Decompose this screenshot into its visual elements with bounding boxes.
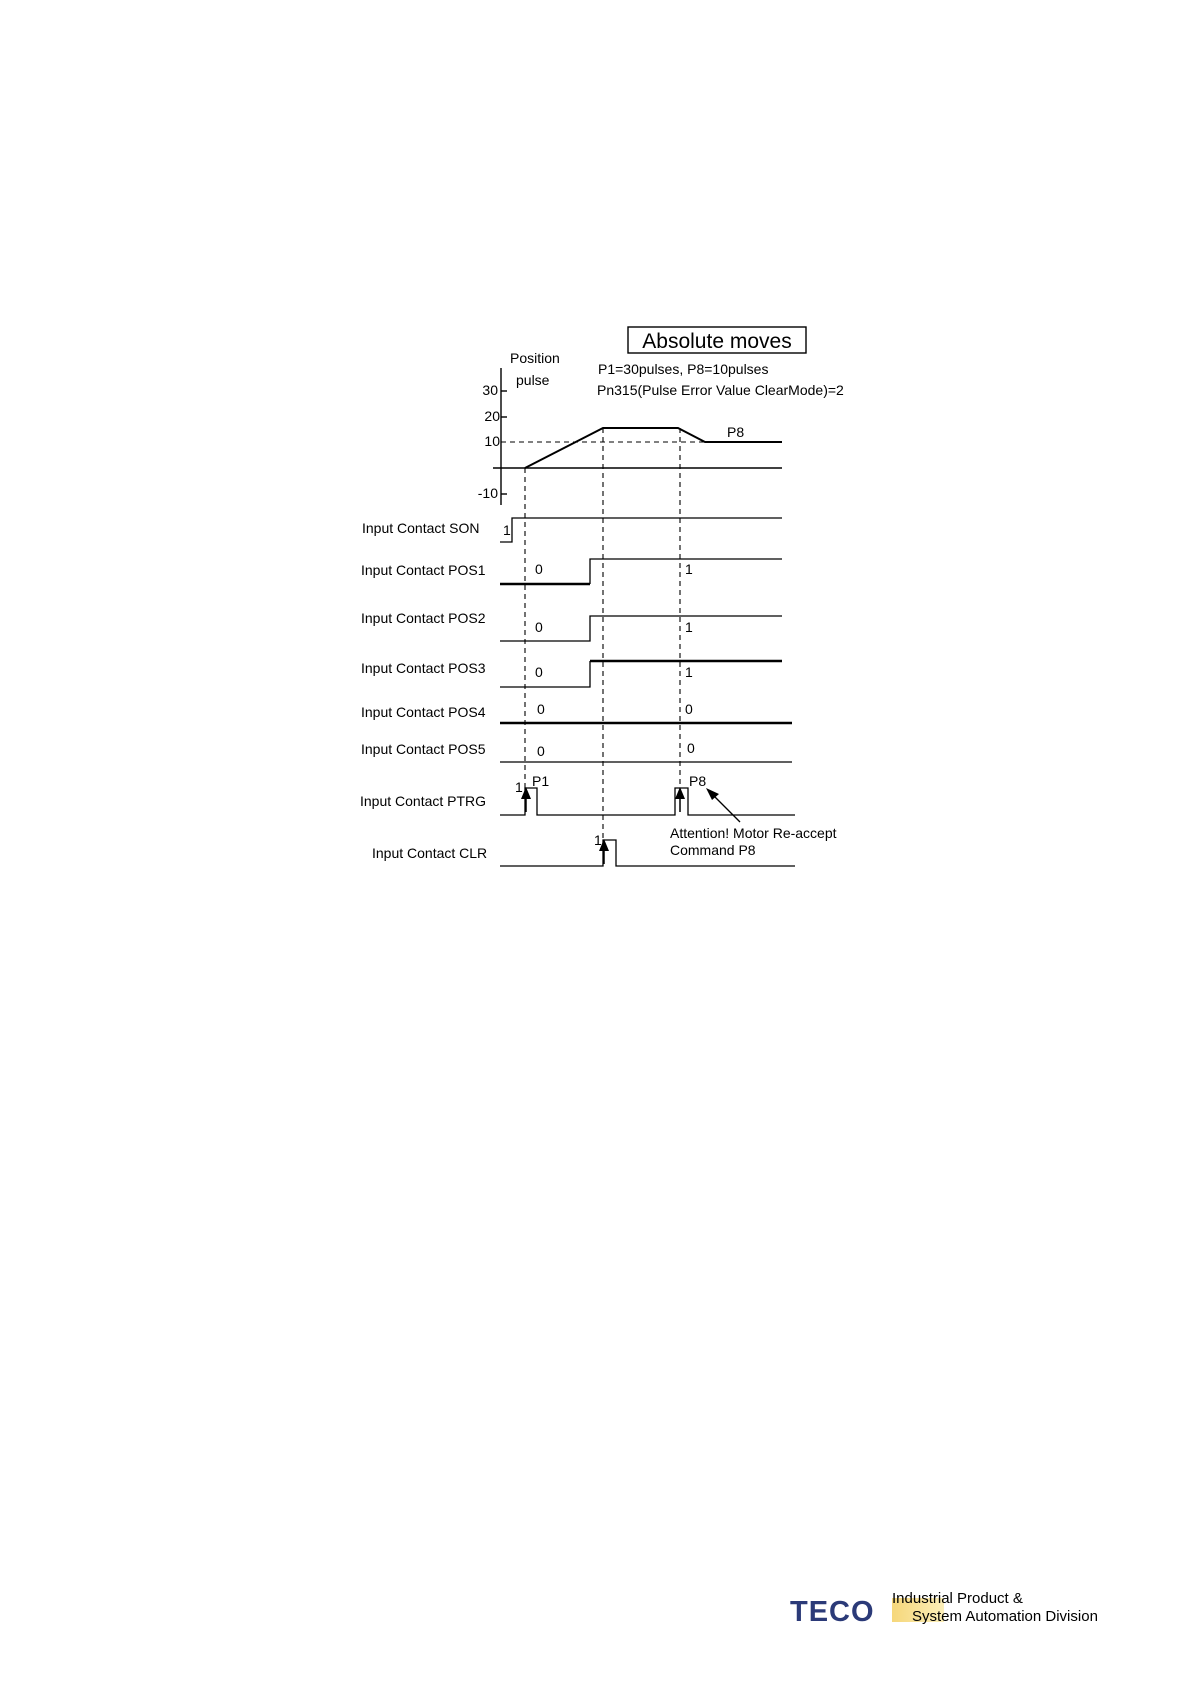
pos2-before: 0: [535, 619, 543, 635]
division-line1: Industrial Product &: [892, 1590, 1023, 1607]
tick-10: 10: [484, 433, 500, 449]
teco-logo: TECO: [790, 1596, 875, 1628]
pos5-before: 0: [537, 743, 545, 759]
label-son: Input Contact SON: [362, 520, 480, 536]
label-ptrg: Input Contact PTRG: [360, 793, 487, 809]
pos2-after: 1: [685, 619, 693, 635]
pos3-after: 1: [685, 664, 693, 680]
label-pos4: Input Contact POS4: [361, 704, 486, 720]
pos3-before: 0: [535, 664, 543, 680]
title: Absolute moves: [642, 330, 792, 353]
ptrg-level-1: 1: [515, 779, 523, 795]
waveform-ptrg: [500, 788, 795, 815]
annotation-arrow-line: [712, 794, 740, 822]
pos1-before: 0: [535, 561, 543, 577]
pos1-after: 1: [685, 561, 693, 577]
annotation-line1: Attention! Motor Re-accept: [670, 825, 837, 841]
ptrg-p1-label: P1: [532, 773, 550, 789]
label-pos1: Input Contact POS1: [361, 562, 486, 578]
params-line2: Pn315(Pulse Error Value ClearMode)=2: [597, 382, 844, 398]
pos4-before: 0: [537, 701, 545, 717]
tick-minus-10: -10: [477, 485, 498, 501]
label-clr: Input Contact CLR: [372, 845, 488, 861]
tick-30: 30: [482, 382, 498, 398]
clr-level-1: 1: [594, 832, 602, 848]
ptrg-p8-label: P8: [689, 773, 707, 789]
annotation-line2: Command P8: [670, 842, 756, 858]
pos4-after: 0: [685, 701, 693, 717]
title-box: [628, 327, 806, 353]
waveform-son: [500, 518, 782, 542]
axis-label-position: Position: [510, 350, 560, 366]
label-pos3: Input Contact POS3: [361, 660, 486, 676]
curve-label-p8: P8: [727, 424, 745, 440]
pos5-after: 0: [687, 740, 695, 756]
params-line1: P1=30pulses, P8=10pulses: [598, 361, 769, 377]
axis-label-pulse: pulse: [516, 372, 550, 388]
label-pos5: Input Contact POS5: [361, 741, 486, 757]
footer-logo: [790, 1590, 1110, 1630]
division-line2: System Automation Division: [912, 1608, 1098, 1625]
son-level-1: 1: [503, 522, 511, 538]
waveform-pos3-low: [500, 661, 590, 687]
tick-20: 20: [484, 408, 500, 424]
label-pos2: Input Contact POS2: [361, 610, 486, 626]
